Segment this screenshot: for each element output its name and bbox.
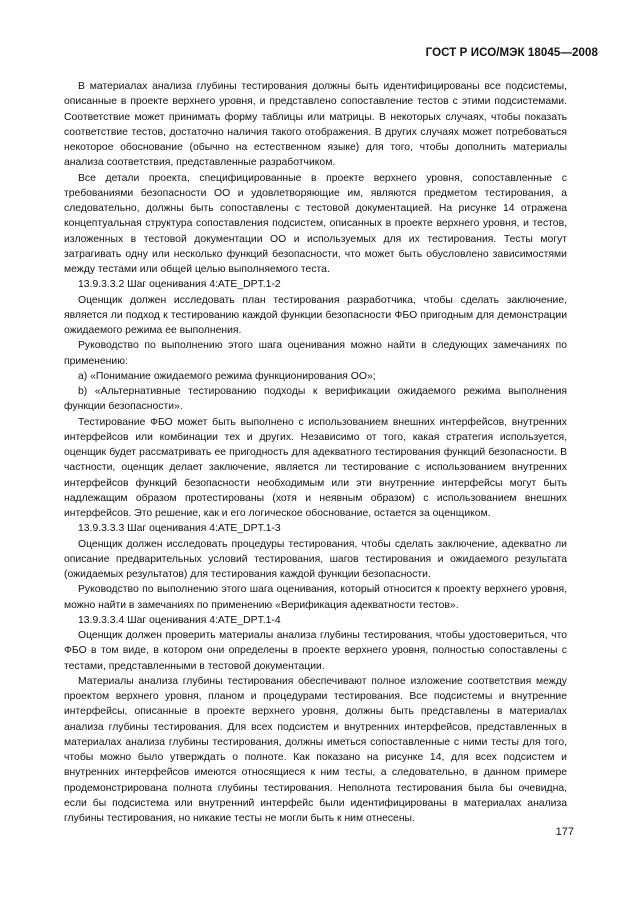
section-heading: 13.9.3.3.2 Шаг оценивания 4:ATE_DPT.1-2 (78, 279, 281, 291)
list-item: a) «Понимание ожидаемого режима функционирования ОО»; (78, 370, 376, 382)
paragraph: Оценщик должен исследовать план тестирования разработчика, чтобы сделать заключение, является ли подход к тестированию каждой функции безопасности ФБО пригодным для демонстрации ожидаемого режима ее выполнения. (64, 294, 567, 336)
paragraph: Оценщик должен проверить материалы анализа глубины тестирования, чтобы удостовериться, что ФБО в том виде, в котором они определены в проекте верхнего уровня, полностью сопоставлены с тестами, представленными в тестовой документации. (64, 630, 567, 672)
paragraph: Материалы анализа глубины тестирования обеспечивают полное изложение соответствия между проектом верхнего уровня, планом и процедурами тестирования. Все подсистемы и внутренние интерфейсы, описанные в проекте верхнего уровня, должны быть представлены в материалах анализа глубины тестирования. Для всех подсистем и внутренних интерфейсов, представленных в материалах анализа глубины тестирования, должны иметься сопоставленные с ними тесты для того, чтобы можно было утверждать о полноте. Как показано на рисунке 14, для всех подсистем и внутренних интерфейсов имеются относящиеся к ним тесты, а следовательно, в данном примере продемонстрирована полнота глубины тестирования. Неполнота тестирования была бы очевидна, если бы подсистема или внутренний интерфейс были идентифицированы в материалах анализа глубины тестирования, но никакие тесты не могли быть к ним отнесены. (64, 675, 567, 824)
paragraph: Руководство по выполнению этого шага оценивания можно найти в следующих замечаниях по применению: (64, 340, 567, 367)
paragraph: В материалах анализа глубины тестирования должны быть идентифицированы все подсистемы, описанные в проекте верхнего уровня, и представлено сопоставление тестов с этими подсистемами. Соответствие может принимать форму таблицы или матрицы. В некоторых случаях, чтобы показать соответствие тестов, достаточно наличия такого отображения. В других случаях может потребоваться некоторое обоснование (обычно на естественном языке) для того, чтобы дополнить материалы анализа соответствия, представленные разработчиком. (64, 81, 567, 169)
standard-header: ГОСТ Р ИСО/МЭК 18045—2008 (425, 47, 598, 59)
list-item: b) «Альтернативные тестированию подходы к верификации ожидаемого режима выполнения функции безопасности». (64, 386, 567, 413)
page-number: 177 (555, 826, 574, 838)
paragraph: Тестирование ФБО может быть выполнено с использованием внешних интерфейсов, внутренних интерфейсов или комбинации тех и других. Независимо от того, какая стратегия используется, оценщик будет рассматривать ее пригодность для адекватного тестирования функций безопасности. В частности, оценщик делает заключение, является ли тестирование с использованием внутренних интерфейсов функций безопасности необходимым или эти внутренние интерфейсы могут быть надлежащим образом протестированы (хотя и неявным образом) с использованием внешних интерфейсов. Это решение, как и его логическое обоснование, остается за оценщиком. (64, 416, 567, 519)
section-heading: 13.9.3.3.3 Шаг оценивания 4:ATE_DPT.1-3 (78, 523, 281, 535)
section-heading: 13.9.3.3.4 Шаг оценивания 4:ATE_DPT.1-4 (78, 614, 281, 626)
paragraph: Оценщик должен исследовать процедуры тестирования, чтобы сделать заключение, адекватно ли описание предварительных условий тестирования, шагов тестирования и ожидаемого результата (ожидаемых результатов) для тестирования каждой функции безопасности. (64, 538, 567, 580)
paragraph: Руководство по выполнению этого шага оценивания, который относится к проекту верхнего уровня, можно найти в замечаниях по применению «Верификация адекватности тестов». (64, 584, 567, 611)
paragraph: Все детали проекта, специфицированные в проекте верхнего уровня, сопоставленные с требованиями безопасности ОО и удовлетворяющие им, являются предметом тестирования, а следовательно, должны быть сопоставлены с тестовой документацией. На рисунке 14 отражена концептуальная структура сопоставления подсистем, описанных в проекте верхнего уровня, и тестов, изложенных в тестовой документации ОО и используемых для их тестирования. Тесты могут затрагивать одну или несколько функций безопасности, что может быть обусловлено зависимостями между тестами или общей целью выполняемого теста. (64, 172, 567, 275)
body-text (64, 79, 567, 826)
